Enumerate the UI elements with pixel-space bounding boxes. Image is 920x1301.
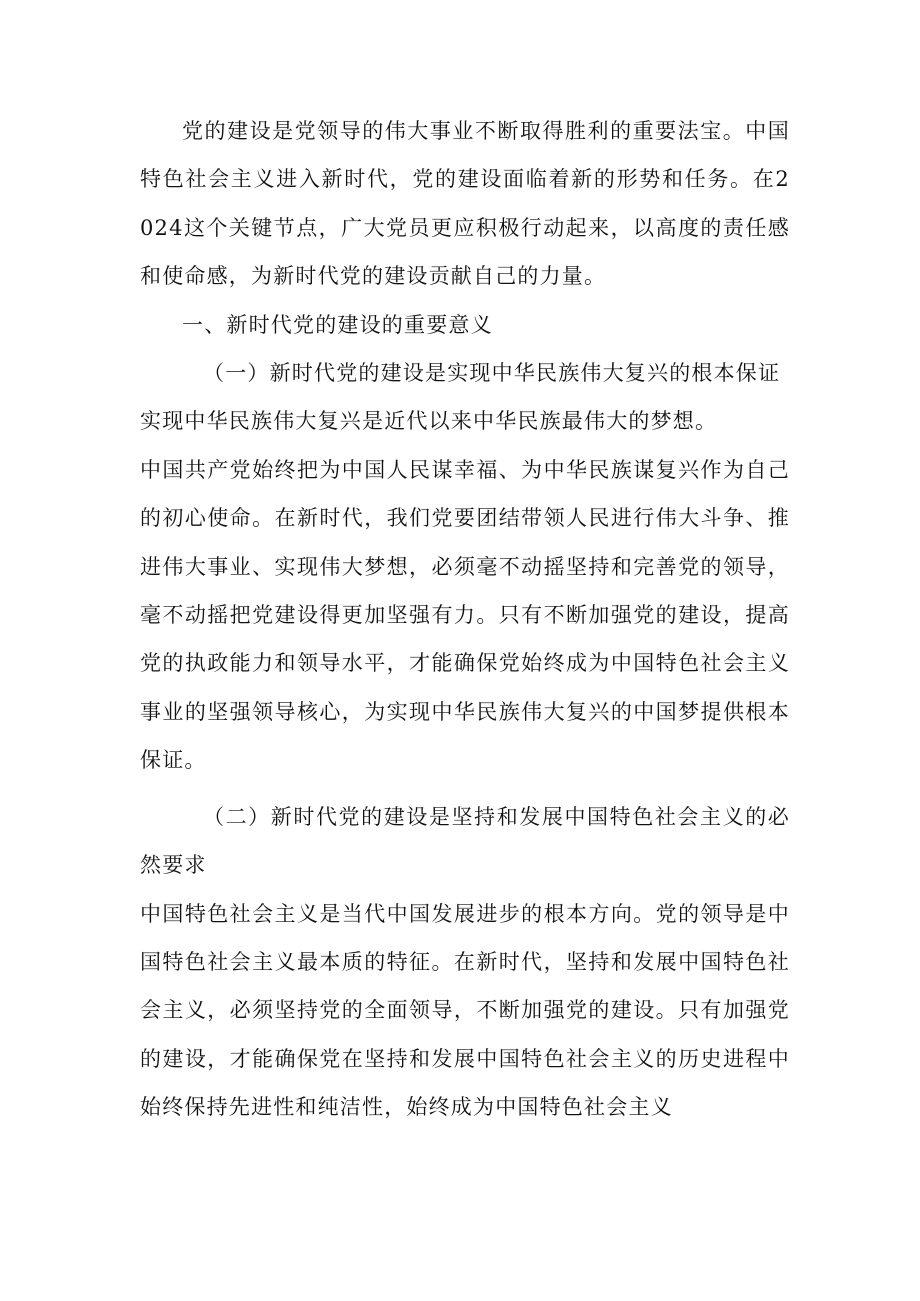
body-paragraph: 中国特色社会主义是当代中国发展进步的根本方向。党的领导是中国特色社会主义最本质的特征。在新时代，坚持和发展中国特色社会主义，必须坚持党的全面领导，不断加强党的建设。只有加强党的建设，才能确保党在坚持和发展中国特色社会主义的历史进程中始终保持先进性和纯洁性，始终成为中国特色社会主义 xyxy=(140,901,790,1120)
section-heading: 一、新时代党的建设的重要意义 xyxy=(182,312,493,337)
document-body xyxy=(140,107,790,1132)
intro-paragraph: 党的建设是党领导的伟大事业不断取得胜利的重要法宝。中国特色社会主义进入新时代，党的建设面临着新的形势和任务。在2024这个关键节点，广大党员更应积极行动起来，以高度的责任感和使命感，为新时代党的建设贡献自己的力量。 xyxy=(140,119,790,289)
body-paragraph: 中国共产党始终把为中国人民谋幸福、为中华民族谋复兴作为自己的初心使命。在新时代，我们党要团结带领人民进行伟大斗争、推进伟大事业、实现伟大梦想，必须毫不动摇坚持和完善党的领导，毫不动摇把党建设得更加坚强有力。只有不断加强党的建设，提高党的执政能力和领导水平，才能确保党始终成为中国特色社会主义事业的坚强领导核心，为实现中华民族伟大复兴的中国梦提供根本保证。 xyxy=(140,457,790,773)
subsection-heading-2: （二）新时代党的建设是坚持和发展中国特色社会主义的必然要求 xyxy=(140,804,790,878)
body-paragraph: 实现中华民族伟大复兴是近代以来中华民族最伟大的梦想。 xyxy=(140,409,718,434)
subsection-heading-1: （一）新时代党的建设是实现中华民族伟大复兴的根本保证 xyxy=(203,361,781,386)
